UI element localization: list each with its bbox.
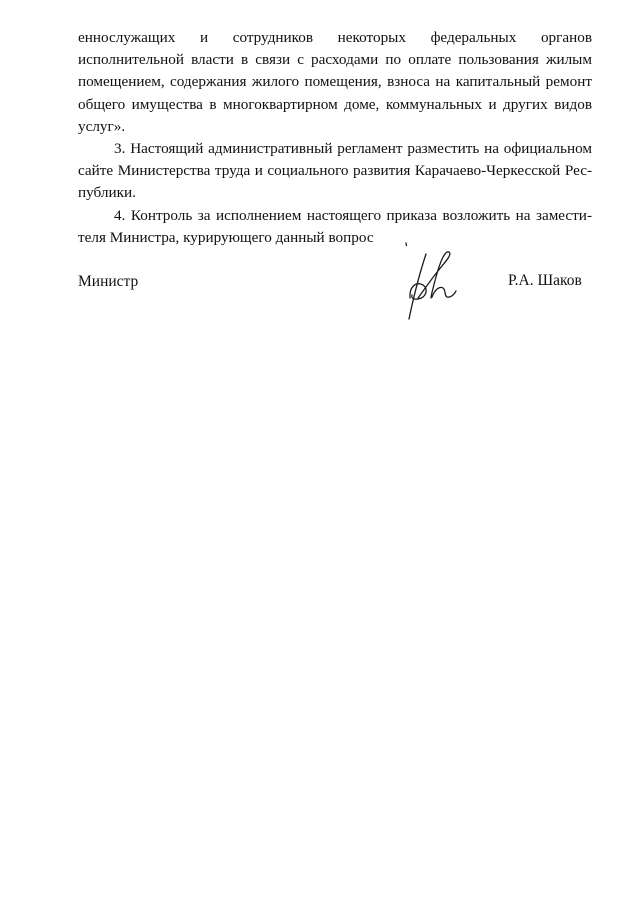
- handwritten-signature-icon: [398, 240, 472, 322]
- paragraph-item-4: 4. Контроль за исполнением настоящего приказа возложить на заместителя Министра, курирующего данный вопрос: [78, 206, 592, 246]
- signature-block: [0, 240, 640, 330]
- signer-name: Р.А. Шаков: [508, 272, 582, 289]
- position-title: Министр: [78, 273, 139, 290]
- paragraph-item-3: 3. Настоящий административный регламент разместить на официальном сайте Министерства труда и социального развития Карачаево-Черкесской Республики.: [78, 140, 592, 202]
- paragraph-continuation: еннослужащих и сотрудников некоторых федеральных органов исполнительной власти в связи с расходами по оплате пользования жилым помещением, содержания жилого помещения, взноса на капитальный ремонт общего имущества в многоквартирном доме, коммунальных и других видов услуг».: [78, 29, 592, 135]
- document-body: [78, 27, 592, 249]
